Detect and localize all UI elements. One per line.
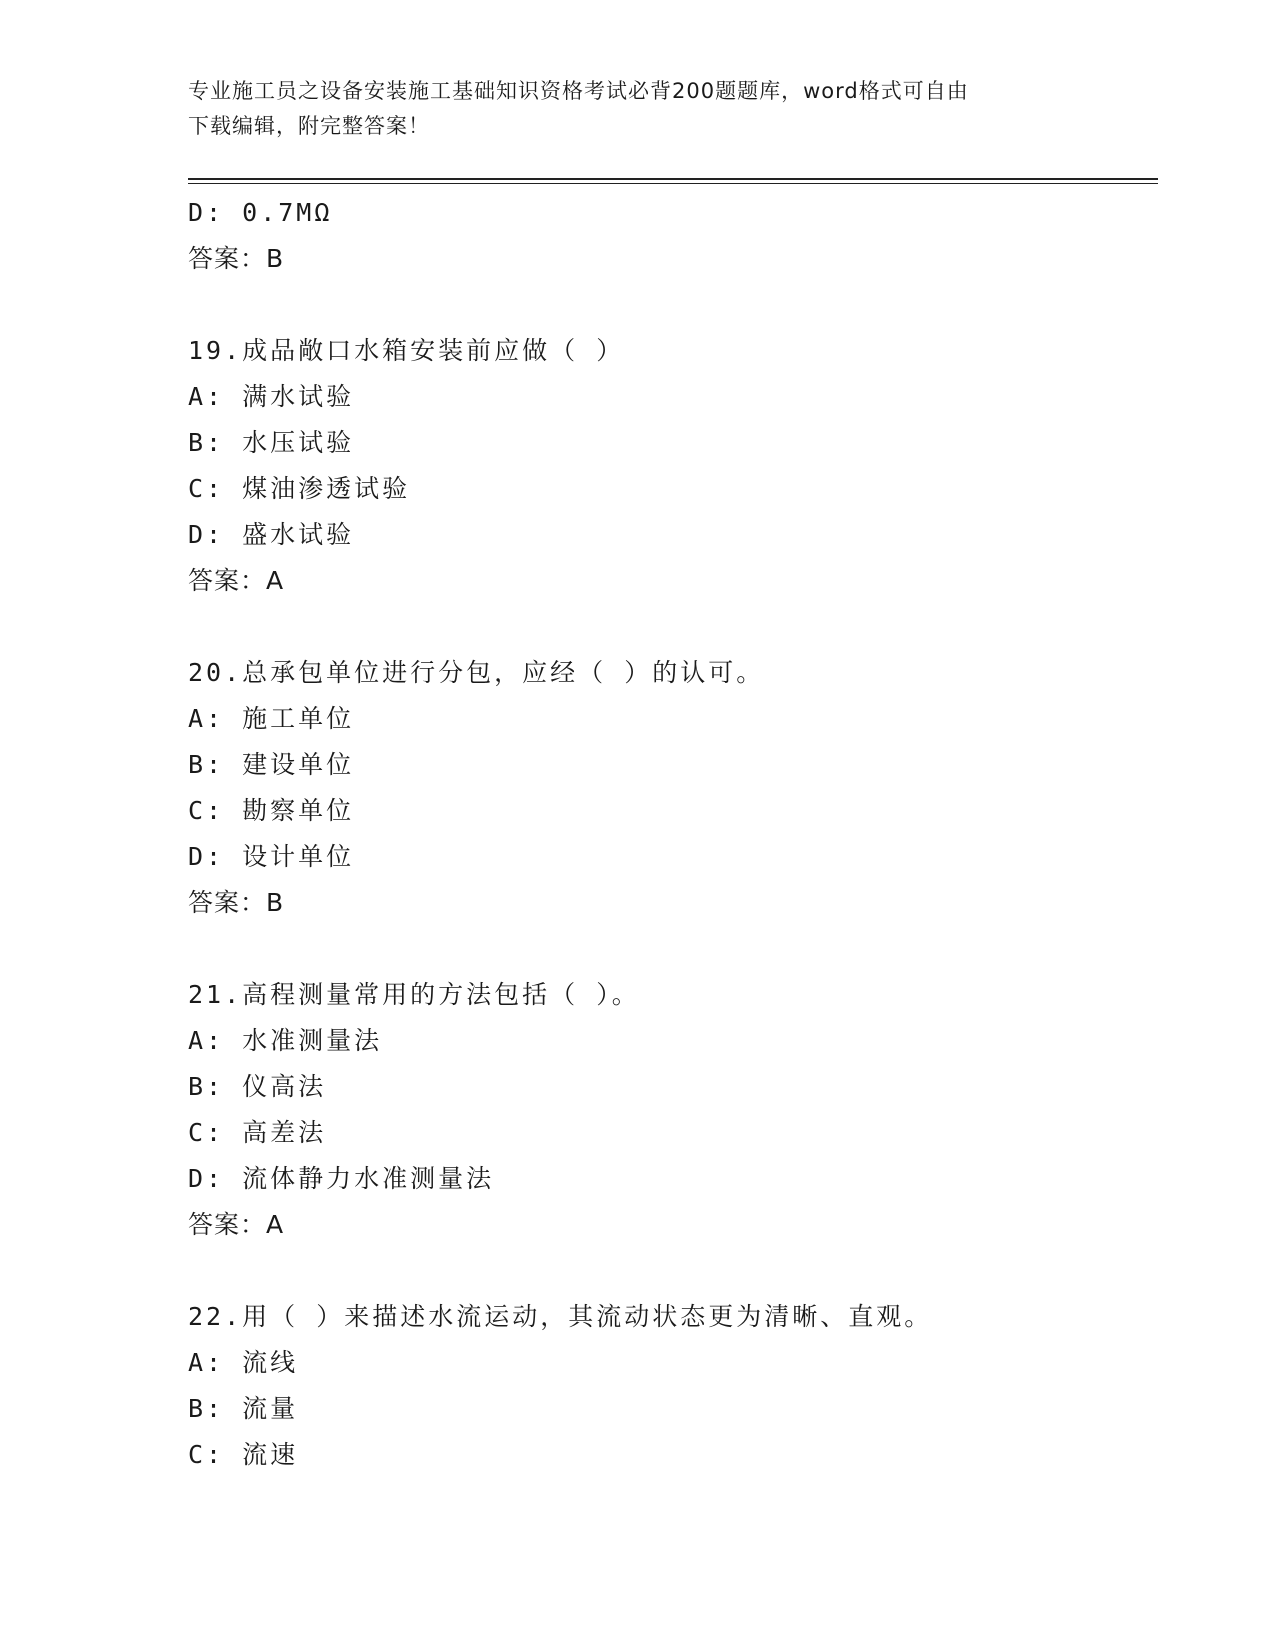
spacer <box>188 1248 1168 1294</box>
question-stem: 19.成品敞口水箱安装前应做（ ） <box>188 336 625 365</box>
question-stem: 20.总承包单位进行分包，应经（ ）的认可。 <box>188 658 765 687</box>
question-20 <box>188 650 1168 926</box>
header-title-line-2: 下载编辑，附完整答案！ <box>188 114 430 138</box>
question-stem: 21.高程测量常用的方法包括（ ）。 <box>188 980 640 1009</box>
option-a: A: 施工单位 <box>188 704 355 733</box>
question-list <box>188 190 1168 1478</box>
option-a: A: 满水试验 <box>188 382 355 411</box>
header-divider-thin <box>188 183 1158 184</box>
question-18-tail <box>188 190 1168 282</box>
option-a: A: 流线 <box>188 1348 299 1377</box>
spacer <box>188 282 1168 328</box>
header-title-line-1: 专业施工员之设备安装施工基础知识资格考试必背200题题库，word格式可自由 <box>188 79 969 103</box>
option-b: B: 建设单位 <box>188 750 355 779</box>
option-a: A: 水准测量法 <box>188 1026 383 1055</box>
option-c: C: 高差法 <box>188 1118 327 1147</box>
question-22 <box>188 1294 1168 1478</box>
document-header <box>188 74 1088 144</box>
question-stem: 22.用（ ）来描述水流运动，其流动状态更为清晰、直观。 <box>188 1302 933 1331</box>
question-19 <box>188 328 1168 604</box>
option-c: C: 流速 <box>188 1440 299 1469</box>
header-divider-thick <box>188 178 1158 180</box>
option-d: D: 盛水试验 <box>188 520 355 549</box>
option-d: D: 设计单位 <box>188 842 355 871</box>
spacer <box>188 604 1168 650</box>
option-b: B: 仪高法 <box>188 1072 327 1101</box>
question-21 <box>188 972 1168 1248</box>
answer-line: 答案：A <box>188 1210 285 1239</box>
option-c: C: 煤油渗透试验 <box>188 474 411 503</box>
spacer <box>188 926 1168 972</box>
answer-line: 答案：B <box>188 888 285 917</box>
answer-line: 答案：B <box>188 244 285 273</box>
option-d: D: 流体静力水准测量法 <box>188 1164 495 1193</box>
option-b: B: 流量 <box>188 1394 299 1423</box>
option-b: B: 水压试验 <box>188 428 355 457</box>
option-c: C: 勘察单位 <box>188 796 355 825</box>
answer-line: 答案：A <box>188 566 285 595</box>
option-d: D: 0.7MΩ <box>188 198 333 227</box>
